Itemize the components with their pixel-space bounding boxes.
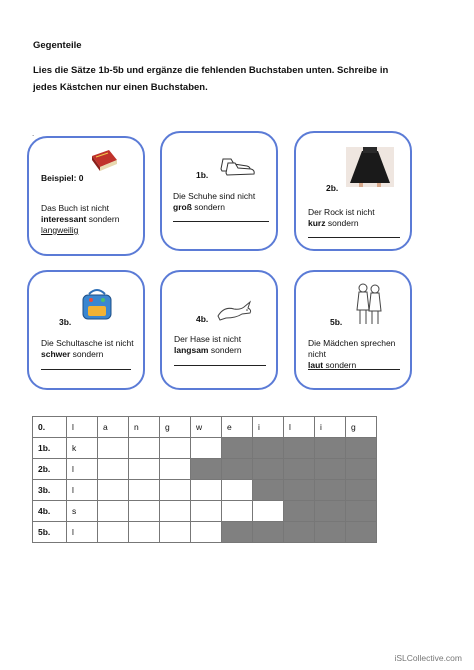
grid-cell-shaded (253, 480, 284, 501)
sentence-end: sondern (86, 214, 120, 224)
grid-cell[interactable] (222, 501, 253, 522)
grid-cell-shaded (346, 480, 377, 501)
grid-cell[interactable] (160, 459, 191, 480)
grid-cell[interactable] (253, 501, 284, 522)
grid-cell[interactable]: l (67, 522, 98, 543)
letter-grid (32, 416, 377, 543)
grid-cell[interactable]: g (160, 417, 191, 438)
skirt-photo (346, 147, 394, 187)
grid-cell-shaded (284, 459, 315, 480)
card-sentence (173, 191, 277, 213)
card-label: 4b. (196, 314, 209, 324)
grid-cell[interactable]: l (67, 417, 98, 438)
grid-cell[interactable] (191, 480, 222, 501)
grid-cell[interactable] (98, 438, 129, 459)
grid-cell[interactable] (98, 480, 129, 501)
grid-cell-shaded (284, 522, 315, 543)
grid-cell[interactable]: w (191, 417, 222, 438)
sentence-keyword: kurz (308, 218, 326, 228)
card-label: Beispiel: 0 (41, 173, 84, 183)
sentence-end: sondern (208, 345, 242, 355)
grid-row-label: 4b. (33, 501, 67, 522)
sentence-start: Die Mädchen sprechen nicht (308, 338, 396, 359)
sentence-end: sondern (325, 218, 359, 228)
grid-row (33, 417, 377, 438)
answer-line (308, 237, 400, 238)
card-label: 3b. (59, 317, 72, 327)
grid-cell-shaded (253, 522, 284, 543)
grid-row (33, 459, 377, 480)
card-label: 1b. (196, 170, 209, 180)
grid-cell[interactable] (98, 501, 129, 522)
grid-cell[interactable]: i (253, 417, 284, 438)
grid-row-label: 5b. (33, 522, 67, 543)
grid-cell[interactable]: i (315, 417, 346, 438)
footer-watermark: iSLCollective.com (394, 653, 462, 663)
answer-line (41, 369, 131, 370)
answer-line (308, 369, 400, 370)
grid-cell-shaded (191, 459, 222, 480)
card-5b (294, 270, 412, 390)
card-label: 2b. (326, 183, 339, 193)
grid-cell-shaded (315, 522, 346, 543)
answer-line (173, 221, 269, 222)
rabbit-icon (214, 300, 254, 322)
grid-cell[interactable] (222, 480, 253, 501)
card-2b (294, 131, 412, 251)
sentence-end: sondern (323, 360, 357, 370)
grid-cell-shaded (284, 438, 315, 459)
grid-cell[interactable]: a (98, 417, 129, 438)
sentence-start: Der Hase ist nicht (174, 334, 242, 344)
grid-cell-shaded (315, 501, 346, 522)
letter-grid-body (33, 417, 377, 543)
instructions (33, 62, 453, 96)
grid-row-label: 2b. (33, 459, 67, 480)
grid-row (33, 480, 377, 501)
grid-cell[interactable] (98, 459, 129, 480)
card-sentence (41, 203, 141, 236)
instructions-line-1: Lies die Sätze 1b-5b und ergänze die fehlenden Buchstaben unten. Schreibe in (33, 65, 389, 76)
grid-cell-shaded (346, 459, 377, 480)
card-1b (160, 131, 278, 251)
sentence-keyword: laut (308, 360, 324, 370)
grid-cell-shaded (346, 501, 377, 522)
book-icon (89, 148, 119, 174)
grid-cell-shaded (284, 501, 315, 522)
sentence-keyword: schwer (41, 349, 71, 359)
grid-row-label: 1b. (33, 438, 67, 459)
sentence-end: sondern (191, 202, 225, 212)
card-label: 5b. (330, 317, 343, 327)
grid-cell-shaded (253, 438, 284, 459)
grid-cell-shaded (315, 438, 346, 459)
grid-cell-shaded (253, 459, 284, 480)
card-sentence (308, 207, 408, 229)
grid-row (33, 501, 377, 522)
card-example (27, 136, 145, 256)
card-sentence (41, 338, 145, 360)
grid-row-label: 0. (33, 417, 67, 438)
grid-row (33, 522, 377, 543)
grid-cell[interactable]: l (67, 459, 98, 480)
card-3b (27, 270, 145, 390)
grid-cell[interactable] (129, 480, 160, 501)
grid-cell[interactable]: g (346, 417, 377, 438)
card-4b (160, 270, 278, 390)
grid-cell[interactable]: k (67, 438, 98, 459)
grid-cell[interactable] (160, 438, 191, 459)
grid-cell[interactable] (160, 501, 191, 522)
grid-cell[interactable] (191, 522, 222, 543)
sentence-start: Das Buch ist nicht (41, 203, 110, 213)
grid-cell-shaded (346, 438, 377, 459)
sentence-keyword: interessant (41, 214, 87, 224)
grid-cell-shaded (315, 459, 346, 480)
stray-mark: . (32, 129, 35, 138)
grid-cell-shaded (346, 522, 377, 543)
sentence-start: Die Schultasche ist nicht (41, 338, 134, 348)
grid-cell[interactable] (160, 522, 191, 543)
grid-cell-shaded (315, 480, 346, 501)
grid-cell[interactable]: s (67, 501, 98, 522)
grid-cell-shaded (284, 480, 315, 501)
sentence-start: Der Rock ist nicht (308, 207, 375, 217)
grid-cell-shaded (222, 522, 253, 543)
grid-row-label: 3b. (33, 480, 67, 501)
grid-cell[interactable]: l (284, 417, 315, 438)
girls-icon (354, 282, 384, 326)
card-sentence (308, 338, 412, 371)
grid-cell[interactable]: e (222, 417, 253, 438)
card-sentence (174, 334, 278, 356)
sentence-keyword: groß (173, 202, 192, 212)
sentence-keyword: langsam (174, 345, 209, 355)
grid-cell[interactable]: l (67, 480, 98, 501)
grid-cell[interactable] (160, 480, 191, 501)
grid-cell[interactable] (129, 438, 160, 459)
grid-cell-shaded (222, 438, 253, 459)
grid-cell[interactable] (129, 459, 160, 480)
grid-cell[interactable] (191, 501, 222, 522)
schoolbag-icon (79, 288, 115, 322)
answer-line (174, 365, 266, 366)
sentence-start: Die Schuhe sind nicht (173, 191, 256, 201)
grid-cell[interactable]: n (129, 417, 160, 438)
grid-cell[interactable] (129, 501, 160, 522)
grid-cell[interactable] (129, 522, 160, 543)
example-answer: langweilig (41, 225, 79, 235)
grid-cell-shaded (222, 459, 253, 480)
shoes-icon (217, 151, 257, 177)
instructions-line-2: jedes Kästchen nur einen Buchstaben. (33, 82, 208, 93)
grid-cell[interactable] (191, 438, 222, 459)
worksheet-title: Gegenteile (33, 40, 82, 51)
sentence-end: sondern (70, 349, 104, 359)
grid-row (33, 438, 377, 459)
grid-cell[interactable] (98, 522, 129, 543)
